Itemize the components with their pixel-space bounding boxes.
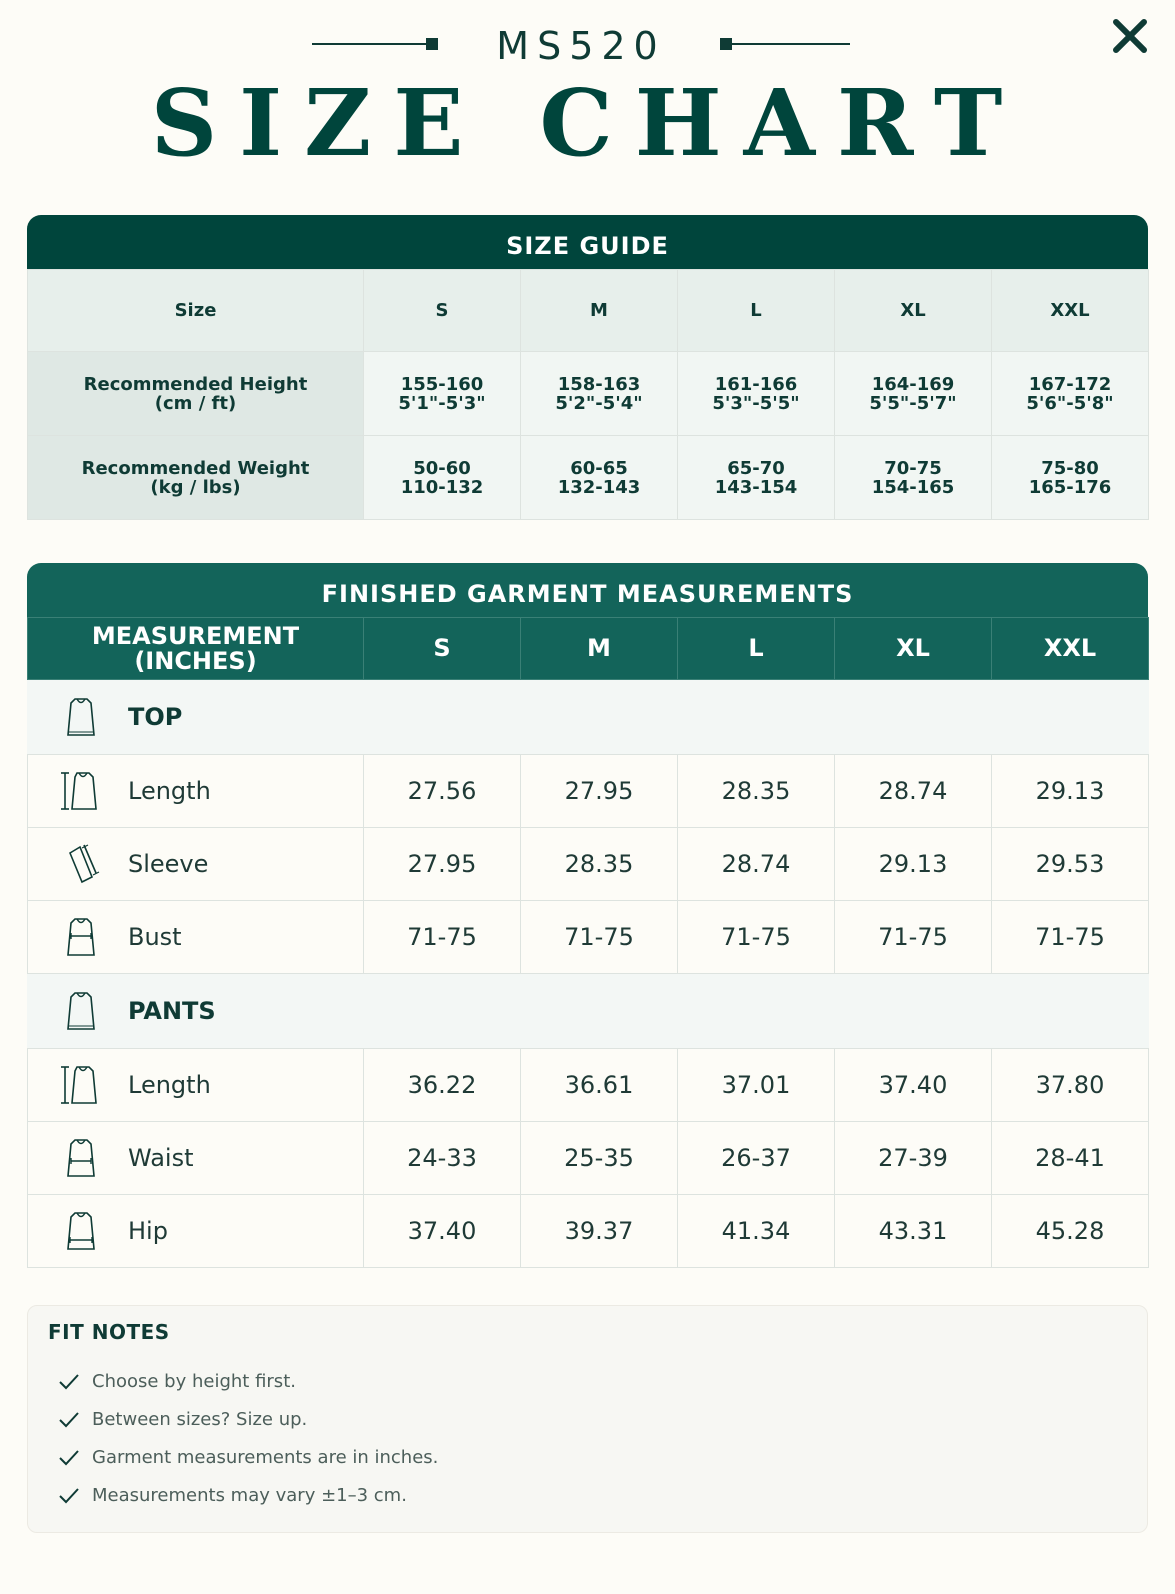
sleeve-icon <box>58 841 104 887</box>
height-cm: 155-160 <box>400 373 484 395</box>
table-row <box>28 1122 1149 1195</box>
category-label-top: TOP <box>128 703 183 731</box>
table-row <box>28 901 1149 974</box>
height-cm: 161-166 <box>714 373 798 395</box>
size-header-xxl: XXL <box>992 270 1149 352</box>
measure-label: Length <box>128 777 211 805</box>
measure-value: 37.80 <box>992 1049 1149 1122</box>
measure-value: 71-75 <box>835 901 992 974</box>
page-title: SIZE CHART <box>150 69 1025 177</box>
garment-header-m: M <box>521 618 678 680</box>
fit-note-item <box>56 1480 407 1510</box>
measure-value: 28.74 <box>835 755 992 828</box>
model-row <box>0 24 1175 74</box>
pants-garment-icon <box>58 988 104 1034</box>
length-icon <box>58 1062 104 1108</box>
measure-value: 29.13 <box>835 828 992 901</box>
table-row <box>28 1195 1149 1268</box>
size-guide-title: SIZE GUIDE <box>27 215 1148 269</box>
height-ft: 5'5"-5'7" <box>869 392 957 414</box>
weight-lbs: 165-176 <box>1028 476 1112 498</box>
checkmark-icon <box>56 1444 82 1470</box>
weight-kg: 70-75 <box>884 457 942 479</box>
garment-header-row <box>28 618 1149 680</box>
garment-section <box>27 563 1148 1268</box>
measure-label-cell <box>28 901 364 974</box>
table-row <box>28 1049 1149 1122</box>
size-header-l: L <box>678 270 835 352</box>
weight-lbs: 132-143 <box>557 476 641 498</box>
weight-lbs: 154-165 <box>871 476 955 498</box>
weight-cell <box>678 436 835 520</box>
height-ft: 5'3"-5'5" <box>712 392 800 414</box>
weight-cell <box>521 436 678 520</box>
category-row-pants <box>28 974 1149 1049</box>
waist-icon <box>58 1135 104 1181</box>
measure-label-cell <box>28 828 364 901</box>
height-row <box>28 352 1149 436</box>
height-ft: 5'1"-5'3" <box>398 392 486 414</box>
weight-cell <box>835 436 992 520</box>
fit-note-item <box>56 1442 438 1472</box>
measure-value: 41.34 <box>678 1195 835 1268</box>
measure-value: 24-33 <box>364 1122 521 1195</box>
measure-value: 25-35 <box>521 1122 678 1195</box>
weight-kg: 65-70 <box>727 457 785 479</box>
height-ft: 5'2"-5'4" <box>555 392 643 414</box>
category-cell <box>28 680 1149 755</box>
fit-note-text: Between sizes? Size up. <box>92 1408 308 1430</box>
height-cell <box>678 352 835 436</box>
measure-value: 71-75 <box>521 901 678 974</box>
measure-label: Bust <box>128 923 182 951</box>
height-cm: 167-172 <box>1028 373 1112 395</box>
weight-lbs: 110-132 <box>400 476 484 498</box>
divider-line <box>730 43 850 45</box>
checkmark-icon <box>56 1482 82 1508</box>
measurement-header <box>28 618 364 680</box>
category-row-top <box>28 680 1149 755</box>
measure-label-cell <box>28 755 364 828</box>
measure-value: 71-75 <box>678 901 835 974</box>
weight-cell <box>992 436 1149 520</box>
measure-value: 26-37 <box>678 1122 835 1195</box>
measure-value: 27.95 <box>364 828 521 901</box>
fit-note-text: Choose by height first. <box>92 1370 296 1392</box>
measure-value: 36.61 <box>521 1049 678 1122</box>
measurement-header-line2: (INCHES) <box>134 646 257 675</box>
size-guide-header-row <box>28 270 1149 352</box>
checkmark-icon <box>56 1368 82 1394</box>
model-number: MS520 <box>496 24 666 68</box>
size-guide-section <box>27 215 1148 520</box>
bust-icon <box>58 914 104 960</box>
divider-line <box>312 43 432 45</box>
measure-value: 29.53 <box>992 828 1149 901</box>
height-label <box>28 352 364 436</box>
measure-value: 37.40 <box>364 1195 521 1268</box>
garment-title: FINISHED GARMENT MEASUREMENTS <box>27 563 1148 617</box>
weight-lbs: 143-154 <box>714 476 798 498</box>
height-label-line2: (cm / ft) <box>154 392 237 414</box>
size-guide-table <box>27 269 1149 520</box>
weight-kg: 60-65 <box>570 457 628 479</box>
measure-value: 39.37 <box>521 1195 678 1268</box>
garment-table <box>27 617 1149 1268</box>
measure-value: 37.40 <box>835 1049 992 1122</box>
size-header-m: M <box>521 270 678 352</box>
measure-value: 43.31 <box>835 1195 992 1268</box>
garment-header-s: S <box>364 618 521 680</box>
measure-value: 27.56 <box>364 755 521 828</box>
category-cell <box>28 974 1149 1049</box>
measure-value: 71-75 <box>992 901 1149 974</box>
hip-icon <box>58 1208 104 1254</box>
divider-square <box>426 38 438 50</box>
weight-label-line1: Recommended Weight <box>81 457 310 479</box>
weight-kg: 75-80 <box>1041 457 1099 479</box>
height-cm: 164-169 <box>871 373 955 395</box>
height-label-line1: Recommended Height <box>83 373 308 395</box>
fit-notes-panel <box>27 1305 1148 1533</box>
measurement-header-line1: MEASUREMENT <box>91 621 300 650</box>
height-ft: 5'6"-5'8" <box>1026 392 1114 414</box>
length-icon <box>58 768 104 814</box>
weight-cell <box>364 436 521 520</box>
checkmark-icon <box>56 1406 82 1432</box>
size-header-label: Size <box>28 270 364 352</box>
measure-value: 29.13 <box>992 755 1149 828</box>
measure-value: 28.35 <box>521 828 678 901</box>
table-row <box>28 828 1149 901</box>
garment-header-xxl: XXL <box>992 618 1149 680</box>
height-cell <box>835 352 992 436</box>
measure-value: 36.22 <box>364 1049 521 1122</box>
table-row <box>28 755 1149 828</box>
fit-note-item <box>56 1366 296 1396</box>
weight-row <box>28 436 1149 520</box>
height-cell <box>521 352 678 436</box>
measure-label: Hip <box>128 1217 168 1245</box>
fit-notes-title: FIT NOTES <box>48 1320 170 1344</box>
fit-note-text: Garment measurements are in inches. <box>92 1446 439 1468</box>
height-cell <box>992 352 1149 436</box>
measure-value: 45.28 <box>992 1195 1149 1268</box>
fit-note-item <box>56 1404 307 1434</box>
measure-label-cell <box>28 1122 364 1195</box>
measure-value: 37.01 <box>678 1049 835 1122</box>
measure-value: 27.95 <box>521 755 678 828</box>
category-label-pants: PANTS <box>128 997 216 1025</box>
size-header-s: S <box>364 270 521 352</box>
measure-value: 28.74 <box>678 828 835 901</box>
weight-label-line2: (kg / lbs) <box>150 476 241 498</box>
measure-value: 28.35 <box>678 755 835 828</box>
weight-label <box>28 436 364 520</box>
measure-label-cell <box>28 1049 364 1122</box>
measure-label: Waist <box>128 1144 194 1172</box>
size-header-xl: XL <box>835 270 992 352</box>
measure-value: 71-75 <box>364 901 521 974</box>
measure-value: 27-39 <box>835 1122 992 1195</box>
measure-value: 28-41 <box>992 1122 1149 1195</box>
height-cell <box>364 352 521 436</box>
height-cm: 158-163 <box>557 373 641 395</box>
garment-header-xl: XL <box>835 618 992 680</box>
measure-label: Length <box>128 1071 211 1099</box>
fit-note-text: Measurements may vary ±1–3 cm. <box>92 1484 407 1506</box>
top-garment-icon <box>58 694 104 740</box>
weight-kg: 50-60 <box>413 457 471 479</box>
garment-header-l: L <box>678 618 835 680</box>
measure-label-cell <box>28 1195 364 1268</box>
measure-label: Sleeve <box>128 850 209 878</box>
